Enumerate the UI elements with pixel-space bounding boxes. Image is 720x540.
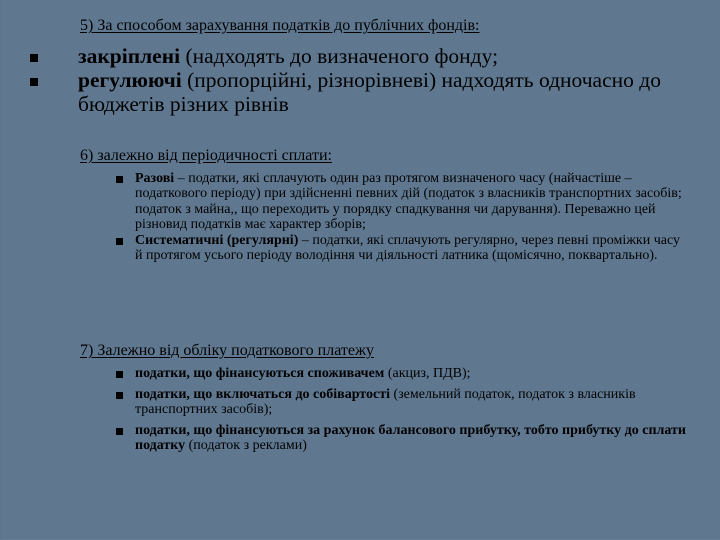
section-7-list <box>116 366 686 454</box>
square-bullet-icon <box>116 371 123 378</box>
item-term: податки, що включаться до собівартості <box>135 386 390 402</box>
item-term: податки, що фінансуються за рахунок балансового прибутку, тобто прибутку до сплати податку <box>135 422 686 453</box>
list-item <box>116 387 686 418</box>
item-term: регулюючі <box>78 68 182 92</box>
square-bullet-icon <box>116 176 123 183</box>
item-text: – податки, які сплачують регулярно, через певні проміжки часу й протягом усього періоду володіння чи діяльності латника (щомісячно, поквартально). <box>135 233 680 264</box>
item-term: Разові <box>135 171 175 186</box>
square-bullet-icon <box>30 54 38 62</box>
list-item <box>116 366 686 382</box>
item-text: (земельний податок, податок з власників транспортних засобів); <box>135 386 636 417</box>
section-6-heading: 6) залежно від періодичності сплати: <box>80 147 332 164</box>
square-bullet-icon <box>116 392 123 399</box>
section-7-heading: 7) Залежно від обліку податкового платежу <box>80 342 375 359</box>
section-6-list <box>116 171 686 264</box>
item-text: (пропорційні, різнорівневі) надходять одночасно до бюджетів різних рівнів <box>78 68 661 116</box>
item-text: – податки, які сплачують один раз протягом визначеного часу (найчастіше – податкового періоду) при здійсненні певних дій (податок з власників транспортних засобів; податок з майна,, що переходить у порядку спадкування чи дарування). Переважно цей різновид податків має характер зборів; <box>135 171 682 232</box>
item-term: закріплені <box>78 44 181 68</box>
item-term: податки, що фінансуються споживачем <box>135 366 385 381</box>
list-item <box>116 171 686 232</box>
list-item <box>116 423 686 454</box>
item-text: (акциз, ПДВ); <box>384 366 471 381</box>
section-5-list <box>30 44 700 116</box>
list-item <box>116 233 686 264</box>
section-5-heading: 5) За способом зарахування податків до публічних фондів: <box>80 17 480 34</box>
square-bullet-icon <box>30 78 38 86</box>
item-text: (надходять до визначеного фонду; <box>180 44 499 68</box>
square-bullet-icon <box>116 428 123 435</box>
item-term: Систематичні (регулярні) <box>135 233 299 249</box>
item-text: (податок з реклами) <box>185 438 307 453</box>
list-item <box>30 44 700 68</box>
square-bullet-icon <box>116 238 123 245</box>
list-item <box>30 68 700 116</box>
